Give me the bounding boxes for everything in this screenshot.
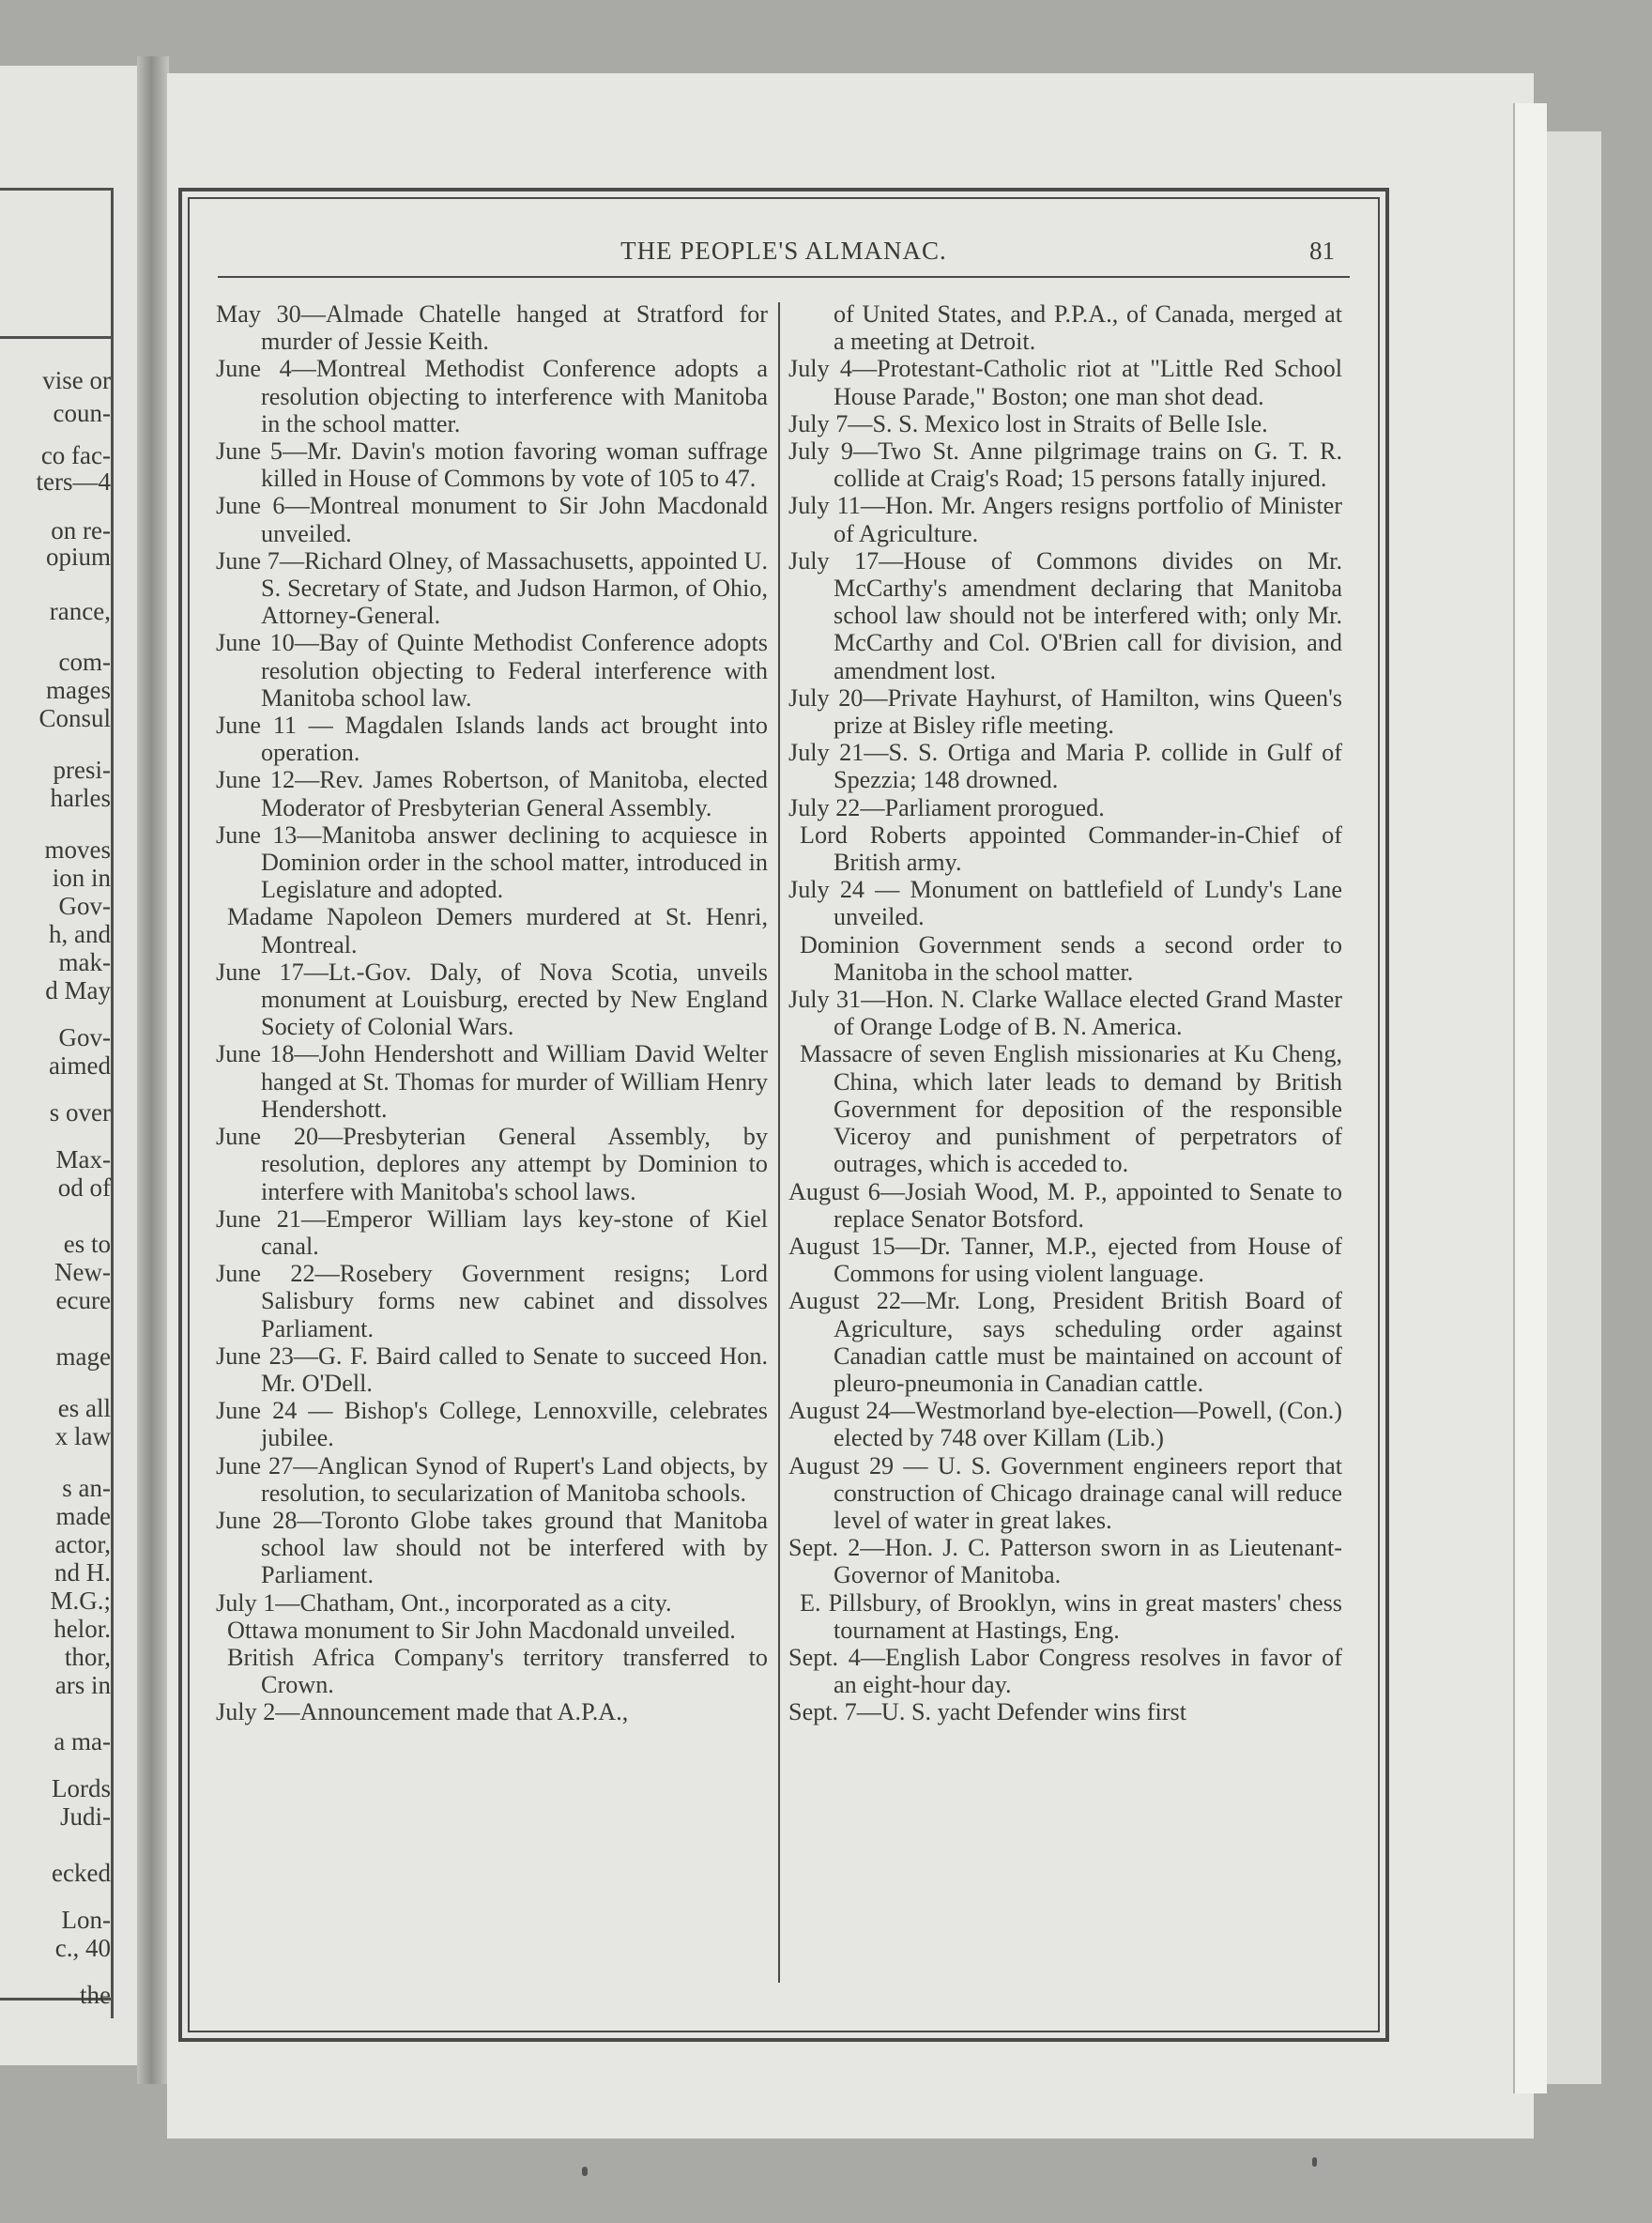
page-edge (1513, 103, 1547, 2093)
previous-page-line: New- (54, 1258, 111, 1286)
chronology-entry: July 20—Private Hayhurst, of Hamilton, wins Queen's prize at Bisley rifle meeting. (788, 683, 1342, 740)
left-page-frame-rule (0, 188, 113, 191)
chronology-entry: July 11—Hon. Mr. Angers resigns portfolio of Minister of Agriculture. (788, 492, 1342, 547)
chronology-entry: June 10—Bay of Quinte Methodist Conference adopts resolution objecting to Federal interference with Manitoba school law. (216, 629, 768, 712)
chronology-entry: June 22—Rosebery Government resigns; Lord Salisbury forms new cabinet and dissolves Parliament. (216, 1260, 768, 1342)
previous-page-line: com- (58, 648, 111, 676)
previous-page-line: Gov- (58, 892, 111, 920)
chronology-entry: June 17—Lt.-Gov. Daly, of Nova Scotia, unveils monument at Louisburg, erected by New England Society of Colonial Wars. (216, 958, 768, 1041)
previous-page-line: vise or (42, 366, 111, 394)
previous-page-line: nd H. (54, 1558, 111, 1587)
chronology-entry: June 13—Manitoba answer declining to acquiesce in Dominion order in the school matter, introduced in Legislature and adopted. (216, 820, 768, 904)
previous-page-line: the (80, 1981, 111, 2009)
page-number: 81 (1309, 237, 1335, 265)
previous-page-line: actor, (54, 1530, 111, 1558)
chronology-entry: June 5—Mr. Davin's motion favoring woman suffrage killed in House of Commons by vote of 105 to 47. (216, 437, 768, 493)
chronology-entry: June 20—Presbyterian General Assembly, by resolution, deplores any attempt by Dominion to interfere with Manitoba's school laws. (216, 1123, 768, 1205)
running-header (216, 237, 1352, 274)
chronology-entry: July 31—Hon. N. Clarke Wallace elected Grand Master of Orange Lodge of B. N. America. (788, 986, 1342, 1041)
chronology-entry: June 6—Montreal monument to Sir John Macdonald unveiled. (216, 492, 768, 547)
previous-page-line: opium (45, 543, 111, 571)
chronology-entry: June 27—Anglican Synod of Rupert's Land objects, by resolution, to secularization of Manitoba schools. (216, 1451, 768, 1507)
previous-page-line: Lon- (61, 1906, 111, 1934)
previous-page-fragment (0, 66, 141, 2065)
chronology-entry: June 23—G. F. Baird called to Senate to succeed Hon. Mr. O'Dell. (216, 1341, 768, 1397)
previous-page-line: d May (45, 976, 111, 1004)
previous-page-line: es all (57, 1394, 111, 1422)
chronology-entry: June 7—Richard Olney, of Massachusetts, appointed U. S. Secretary of State, and Judson Harmon, of Ohio, Attorney-General. (216, 546, 768, 630)
chronology-entry: July 9—Two St. Anne pilgrimage trains on G. T. R. collide at Craig's Road; 15 persons fatally injured. (788, 437, 1342, 493)
chronology-entry: Lord Roberts appointed Commander-in-Chief of British army. (800, 820, 1342, 877)
chronology-entry: Sept. 7—U. S. yacht Defender wins first (788, 1698, 1187, 1726)
previous-page-line: rance, (49, 597, 111, 625)
previous-page-line: Judi- (60, 1802, 111, 1831)
previous-page-line: od of (57, 1173, 111, 1202)
previous-page-line: on re- (51, 516, 111, 544)
chronology-entry: June 28—Toronto Globe takes ground that Manitoba school law should not be interfered with by Parliament. (216, 1506, 768, 1589)
chronology-entry: August 6—Josiah Wood, M. P., appointed to Senate to replace Senator Botsford. (788, 1177, 1342, 1233)
previous-page-line: mages (46, 676, 111, 704)
chronology-entry: July 21—S. S. Ortiga and Maria P. collide in Gulf of Spezzia; 148 drowned. (788, 739, 1342, 794)
chronology-entry: of United States, and P.P.A., of Canada, merged at a meeting at Detroit. (834, 300, 1342, 356)
previous-page-line: mage (55, 1342, 111, 1371)
page-stack-edge (1545, 131, 1601, 2084)
chronology-entry: May 30—Almade Chatelle hanged at Stratford for murder of Jessie Keith. (216, 300, 768, 356)
previous-page-line: helor. (54, 1615, 111, 1643)
previous-page-line: ion in (52, 864, 111, 892)
chronology-entry: July 24 — Monument on battlefield of Lundy's Lane unveiled. (788, 876, 1342, 931)
left-page-header-rule (0, 336, 113, 339)
chronology-entry: June 11 — Magdalen Islands lands act brought into operation. (216, 712, 768, 767)
chronology-entry: Massacre of seven English missionaries at Ku Cheng, China, which later leads to demand by British Government for deposition of the responsible Viceroy and punishment of perpetrators of outrages, which is acceded to. (800, 1040, 1342, 1178)
chronology-entry: Madame Napoleon Demers murdered at St. Henri, Montreal. (227, 903, 768, 958)
chronology-entry: August 15—Dr. Tanner, M.P., ejected from House of Commons for using violent language. (788, 1232, 1342, 1288)
previous-page-line: ars in (54, 1671, 111, 1699)
previous-page-line: s an- (62, 1474, 111, 1502)
previous-page-line: es to (63, 1230, 111, 1258)
left-page-frame-rule-vertical (111, 188, 114, 2018)
chronology-entry: July 7—S. S. Mexico lost in Straits of Belle Isle. (788, 409, 1268, 437)
previous-page-line: harles (50, 784, 111, 812)
previous-page-line: M.G.; (50, 1587, 111, 1615)
right-column (781, 300, 1342, 1726)
chronology-entry: June 12—Rev. James Robertson, of Manitoba, elected Moderator of Presbyterian General Assembly. (216, 766, 768, 821)
chronology-entry: Dominion Government sends a second order to Manitoba in the school matter. (800, 930, 1342, 986)
previous-page-line: coun- (53, 399, 111, 427)
previous-page-line: h, and (49, 920, 111, 948)
chronology-entry: June 21—Emperor William lays key-stone of Kiel canal. (216, 1204, 768, 1260)
previous-page-line: Max- (55, 1145, 111, 1173)
chronology-entry: July 22—Parliament prorogued. (788, 793, 1105, 821)
chronology-entry: June 24 — Bishop's College, Lennoxville, celebrates jubilee. (216, 1397, 768, 1452)
previous-page-line: ecked (52, 1859, 111, 1887)
previous-page-line: Gov- (58, 1023, 111, 1051)
previous-page-line: aimed (49, 1051, 111, 1080)
ink-speck (1312, 2157, 1317, 2167)
previous-page-line: mak- (58, 948, 111, 976)
previous-page-line: Consul (38, 704, 111, 732)
chronology-entry: Sept. 4—English Labor Congress resolves in favor of an eight-hour day. (788, 1643, 1342, 1699)
chronology-entry: Ottawa monument to Sir John Macdonald unveiled. (227, 1616, 736, 1644)
running-title: THE PEOPLE'S ALMANAC. (620, 237, 947, 265)
previous-page-line: moves (44, 836, 111, 864)
previous-page-line: ters—4 (36, 468, 111, 496)
previous-page-line: a ma- (54, 1727, 111, 1755)
left-column (208, 300, 768, 1726)
previous-page-line: made (55, 1502, 111, 1530)
previous-page-line: s over (49, 1098, 111, 1127)
chronology-entry: August 22—Mr. Long, President British Board of Agriculture, says scheduling order against Canadian cattle must be maintained on account of pleuro-pneumonia in Canadian cattle. (788, 1287, 1342, 1397)
chronology-entry: British Africa Company's territory transferred to Crown. (227, 1643, 768, 1699)
column-divider (778, 302, 780, 1983)
chronology-entry: June 4—Montreal Methodist Conference adopts a resolution objecting to interference with Manitoba in the school matter. (216, 355, 768, 437)
header-rule (218, 276, 1350, 278)
book-gutter (137, 56, 169, 2084)
previous-page-line: presi- (53, 756, 111, 784)
chronology-entry: July 17—House of Commons divides on Mr. McCarthy's amendment declaring that Manitoba school law should not be interfered with; only Mr. McCarthy and Col. O'Brien call for division, and amendment lost. (788, 546, 1342, 684)
chronology-entry: August 24—Westmorland bye-election—Powell, (Con.) elected by 748 over Killam (Lib.) (788, 1397, 1342, 1452)
previous-page-line: c., 40 (54, 1934, 111, 1962)
previous-page-line: co fac- (40, 441, 111, 469)
chronology-entry: July 4—Protestant-Catholic riot at "Little Red School House Parade," Boston; one man shot dead. (788, 355, 1342, 410)
previous-page-line: thor, (64, 1643, 111, 1671)
previous-page-line: x law (54, 1422, 111, 1450)
chronology-entry: July 2—Announcement made that A.P.A., (216, 1698, 629, 1726)
chronology-entry: July 1—Chatham, Ont., incorporated as a city. (216, 1588, 672, 1617)
ink-speck (582, 2167, 588, 2176)
chronology-entry: June 18—John Hendershott and William David Welter hanged at St. Thomas for murder of William Henry Hendershott. (216, 1040, 768, 1123)
chronology-entry: Sept. 2—Hon. J. C. Patterson sworn in as Lieutenant-Governor of Manitoba. (788, 1534, 1342, 1589)
previous-page-line: Lords (52, 1774, 111, 1802)
chronology-entry: August 29 — U. S. Government engineers report that construction of Chicago drainage canal will reduce level of water in great lakes. (788, 1451, 1342, 1534)
chronology-entry: E. Pillsbury, of Brooklyn, wins in great masters' chess tournament at Hastings, Eng. (800, 1588, 1342, 1644)
previous-page-line: ecure (55, 1286, 111, 1314)
